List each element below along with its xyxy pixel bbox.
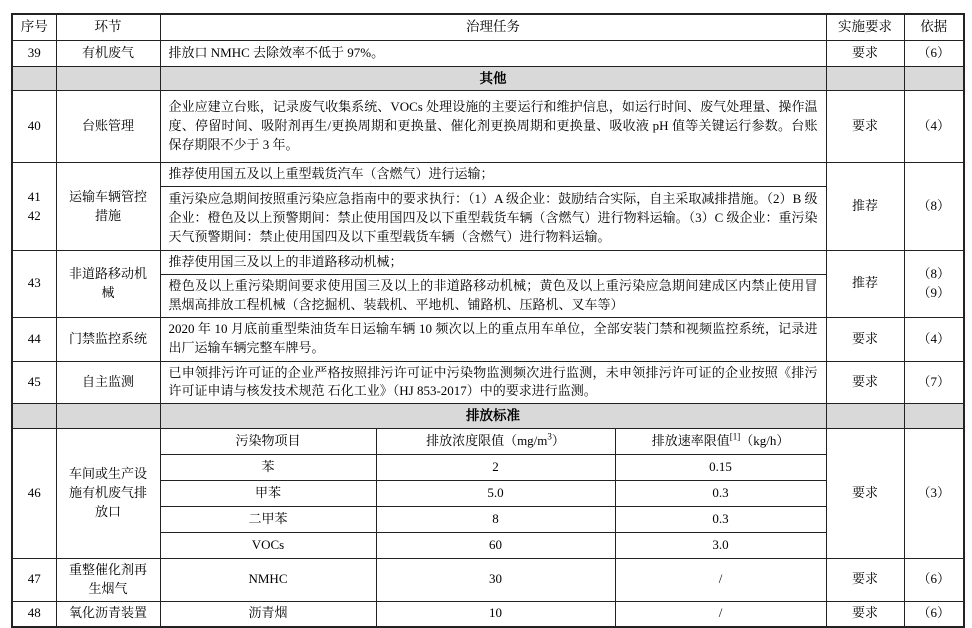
rate-unit: （kg/h） (740, 432, 790, 448)
row46-requirement: 要求 (826, 428, 904, 558)
row43-no: 43 (12, 251, 56, 318)
row48-rate: / (615, 601, 826, 627)
xylene-concentration: 8 (376, 506, 615, 532)
section-standard-empty-req (826, 404, 904, 429)
row4142-stage: 运输车辆管控措施 (56, 163, 160, 251)
row44-basis: （4） (904, 317, 964, 361)
row40-task: 企业应建立台账，记录废气收集系统、VOCs 处理设施的主要运行和维护信息，如运行时间、废气处理量、操作温度、停留时间、吸附剂再生/更换周期和更换量、催化剂更换周期和更换量、吸收液 pH 值等关键运行参数。台账保存期限不少于 3 年。 (160, 91, 826, 163)
section-other-empty-stage (56, 66, 160, 91)
row40-requirement: 要求 (826, 91, 904, 163)
section-other-empty-basis (904, 66, 964, 91)
table-row-47 (12, 558, 964, 601)
rate-footnote-superscript: [1] (729, 431, 741, 442)
table-row-46 (12, 428, 964, 454)
section-other-label: 其他 (160, 66, 826, 91)
benzene-concentration: 2 (376, 454, 615, 480)
section-other-empty-no (12, 66, 56, 91)
row46-subheader-rate (615, 428, 826, 454)
concentration-superscript: 3 (547, 431, 552, 442)
row47-basis: （6） (904, 558, 964, 601)
row39-stage: 有机废气 (56, 40, 160, 66)
header-cell-task: 治理任务 (160, 14, 826, 40)
toluene-name: 甲苯 (160, 480, 376, 506)
row4142-no-41: 41 (27, 188, 41, 204)
section-standard-empty-stage (56, 404, 160, 429)
section-standard-label: 排放标准 (160, 404, 826, 429)
row39-basis: （6） (904, 40, 964, 66)
xylene-name: 二甲苯 (160, 506, 376, 532)
section-row-other (12, 66, 964, 91)
row4142-basis: （8） (904, 163, 964, 251)
toluene-rate: 0.3 (615, 480, 826, 506)
header-cell-requirement: 实施要求 (826, 14, 904, 40)
row48-stage: 氧化沥青装置 (56, 601, 160, 627)
row45-task: 已申领排污许可证的企业严格按照排污许可证中污染物监测频次进行监测，未申领排污许可证的企业按照《排污许可证申请与核发技术规范 石化工业》（HJ 853-2017）中的要求进行监测。 (160, 361, 826, 404)
row43-task-1: 推荐使用国三及以上的非道路移动机械； (160, 251, 826, 275)
row40-no: 40 (12, 91, 56, 163)
row47-rate: / (615, 558, 826, 601)
row45-requirement: 要求 (826, 361, 904, 404)
row43-requirement: 推荐 (826, 251, 904, 318)
row4142-no-42: 42 (27, 207, 41, 223)
row44-no: 44 (12, 317, 56, 361)
row48-basis: （6） (904, 601, 964, 627)
vocs-rate: 3.0 (615, 532, 826, 558)
row39-task: 排放口 NMHC 去除效率不低于 97%。 (160, 40, 826, 66)
table-row-39 (12, 40, 964, 66)
benzene-rate: 0.15 (615, 454, 826, 480)
header-cell-basis: 依据 (904, 14, 964, 40)
row4142-task-1: 推荐使用国五及以上重型载货汽车（含燃气）进行运输； (160, 163, 826, 187)
row47-concentration: 30 (376, 558, 615, 601)
row47-requirement: 要求 (826, 558, 904, 601)
table-row-41-42 (12, 163, 964, 187)
row45-no: 45 (12, 361, 56, 404)
row46-no: 46 (12, 428, 56, 558)
table-row-48 (12, 601, 964, 627)
xylene-rate: 0.3 (615, 506, 826, 532)
section-standard-empty-no (12, 404, 56, 429)
row43-basis (904, 251, 964, 318)
treatment-tasks-table (11, 13, 965, 628)
section-row-standard (12, 404, 964, 429)
section-standard-empty-basis (904, 404, 964, 429)
table-row-43 (12, 251, 964, 275)
row43-task-2: 橙色及以上重污染期间要求使用国三及以上的非道路移动机械；黄色及以上重污染应急期间建成区内禁止使用冒黑烟高排放工程机械（含挖掘机、装载机、平地机、铺路机、压路机、叉车等） (160, 274, 826, 317)
row44-requirement: 要求 (826, 317, 904, 361)
row48-no: 48 (12, 601, 56, 627)
row48-pollutant: 沥青烟 (160, 601, 376, 627)
row44-stage: 门禁监控系统 (56, 317, 160, 361)
row44-task: 2020 年 10 月底前重型柴油货车日运输车辆 10 频次以上的重点用车单位，全部安装门禁和视频监控系统，记录进出厂运输车辆完整车牌号。 (160, 317, 826, 361)
header-cell-stage: 环节 (56, 14, 160, 40)
row48-concentration: 10 (376, 601, 615, 627)
row43-stage: 非道路移动机械 (56, 251, 160, 318)
table-row-44 (12, 317, 964, 361)
row40-stage: 台账管理 (56, 91, 160, 163)
row46-subheader-pollutant: 污染物项目 (160, 428, 376, 454)
row4142-task-2: 重污染应急期间按照重污染应急指南中的要求执行：（1）A 级企业：鼓励结合实际，自主采取减排措施。（2）B 级企业：橙色及以上预警期间：禁止使用国四及以下重型载货车辆（含燃气）进行物料运输。（3）C 级企业：重污染天气预警期间：禁止使用国四及以下重型载货车辆（含燃气）进行物料运输。 (160, 187, 826, 251)
row39-requirement: 要求 (826, 40, 904, 66)
row4142-requirement: 推荐 (826, 163, 904, 251)
row45-stage: 自主监测 (56, 361, 160, 404)
row47-no: 47 (12, 558, 56, 601)
row46-basis: （3） (904, 428, 964, 558)
row39-no: 39 (12, 40, 56, 66)
header-cell-no: 序号 (12, 14, 56, 40)
row45-basis: （7） (904, 361, 964, 404)
table-header-row (12, 14, 964, 40)
row47-stage: 重整催化剂再生烟气 (56, 558, 160, 601)
row40-basis: （4） (904, 91, 964, 163)
concentration-label: 排放浓度限值（mg/m (426, 432, 548, 448)
table-row-45 (12, 361, 964, 404)
row48-requirement: 要求 (826, 601, 904, 627)
row46-stage: 车间或生产设施有机废气排放口 (56, 428, 160, 558)
rate-label: 排放速率限值 (651, 432, 730, 448)
vocs-name: VOCs (160, 532, 376, 558)
row47-pollutant: NMHC (160, 558, 376, 601)
vocs-concentration: 60 (376, 532, 615, 558)
benzene-name: 苯 (160, 454, 376, 480)
row4142-no (12, 163, 56, 251)
row43-basis-8: （8） (917, 265, 951, 281)
toluene-concentration: 5.0 (376, 480, 615, 506)
concentration-close: ） (551, 432, 565, 448)
section-other-empty-req (826, 66, 904, 91)
row43-basis-9: （9） (917, 284, 951, 300)
row46-subheader-concentration (376, 428, 615, 454)
table-row-40 (12, 91, 964, 163)
